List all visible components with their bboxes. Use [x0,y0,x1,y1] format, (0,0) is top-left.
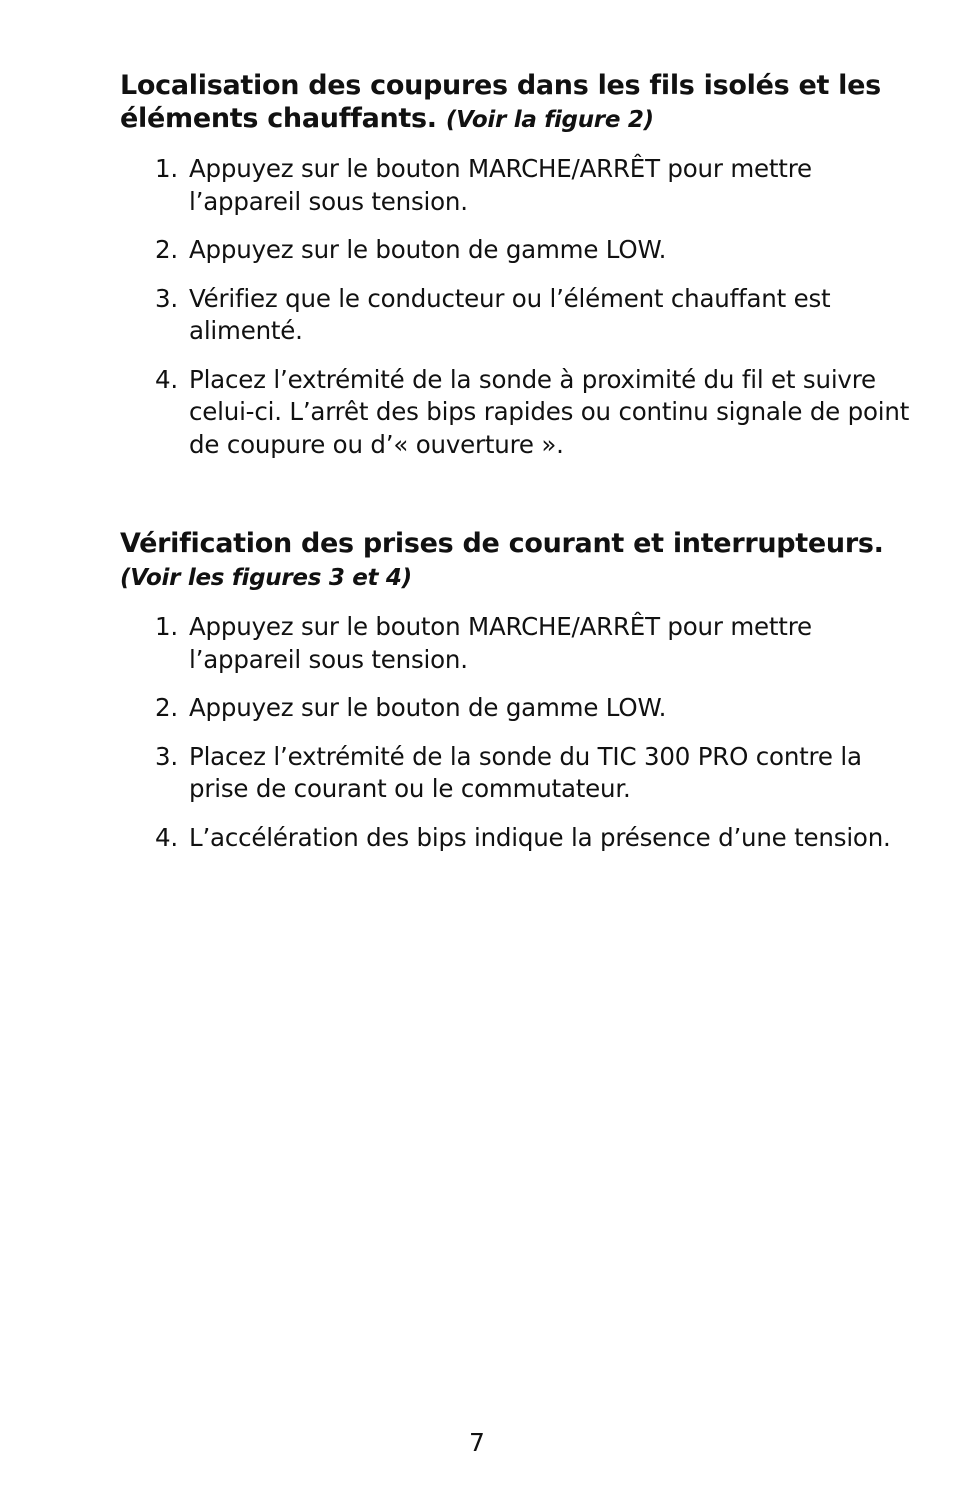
page-number: 7 [469,1428,485,1457]
step-text: Placez l’extrémité de la sonde du TIC 300 PRO contre la prise de courant ou le commutateur. [189,741,862,803]
step-number: 4. [155,822,178,852]
section-heading [120,69,910,137]
step-number: 3. [155,283,178,313]
list-item [155,692,910,725]
section-locating-breaks [120,69,910,477]
list-item [155,741,910,806]
step-number: 2. [155,693,178,722]
heading-text: Vérification des prises de courant et interrupteurs. [120,528,884,559]
list-item [155,283,910,348]
list-item [155,611,910,676]
step-text: Vérifiez que le conducteur ou l’élément chauffant est alimenté. [189,283,831,345]
list-item [155,822,910,855]
step-text: Placez l’extrémité de la sonde à proximité du fil et suivre celui-ci. L’arrêt des bips rapides ou continu signale de point de coupure ou d’« ouverture ». [189,364,910,459]
step-text: Appuyez sur le bouton de gamme LOW. [189,235,667,264]
step-number: 1. [155,612,178,641]
figure-reference: (Voir les figures 3 et 4) [120,565,412,591]
step-number: 3. [155,741,178,771]
step-text: L’accélération des bips indique la présence d’une tension. [189,822,891,852]
step-text: Appuyez sur le bouton MARCHE/ARRÊT pour mettre l’appareil sous tension. [189,612,812,674]
section-heading [120,527,910,595]
list-item [155,234,910,267]
steps-list [120,153,910,461]
step-number: 1. [155,154,178,183]
list-item [155,153,910,218]
steps-list [120,611,910,854]
step-number: 4. [155,364,178,394]
list-item [155,364,910,462]
section-outlet-check [120,527,910,870]
step-number: 2. [155,235,178,264]
step-text: Appuyez sur le bouton de gamme LOW. [189,693,667,722]
step-text: Appuyez sur le bouton MARCHE/ARRÊT pour mettre l’appareil sous tension. [189,154,812,216]
heading-text: Localisation des coupures dans les fils isolés et les éléments chauffants. [120,70,881,134]
figure-reference: (Voir la figure 2) [445,107,654,133]
